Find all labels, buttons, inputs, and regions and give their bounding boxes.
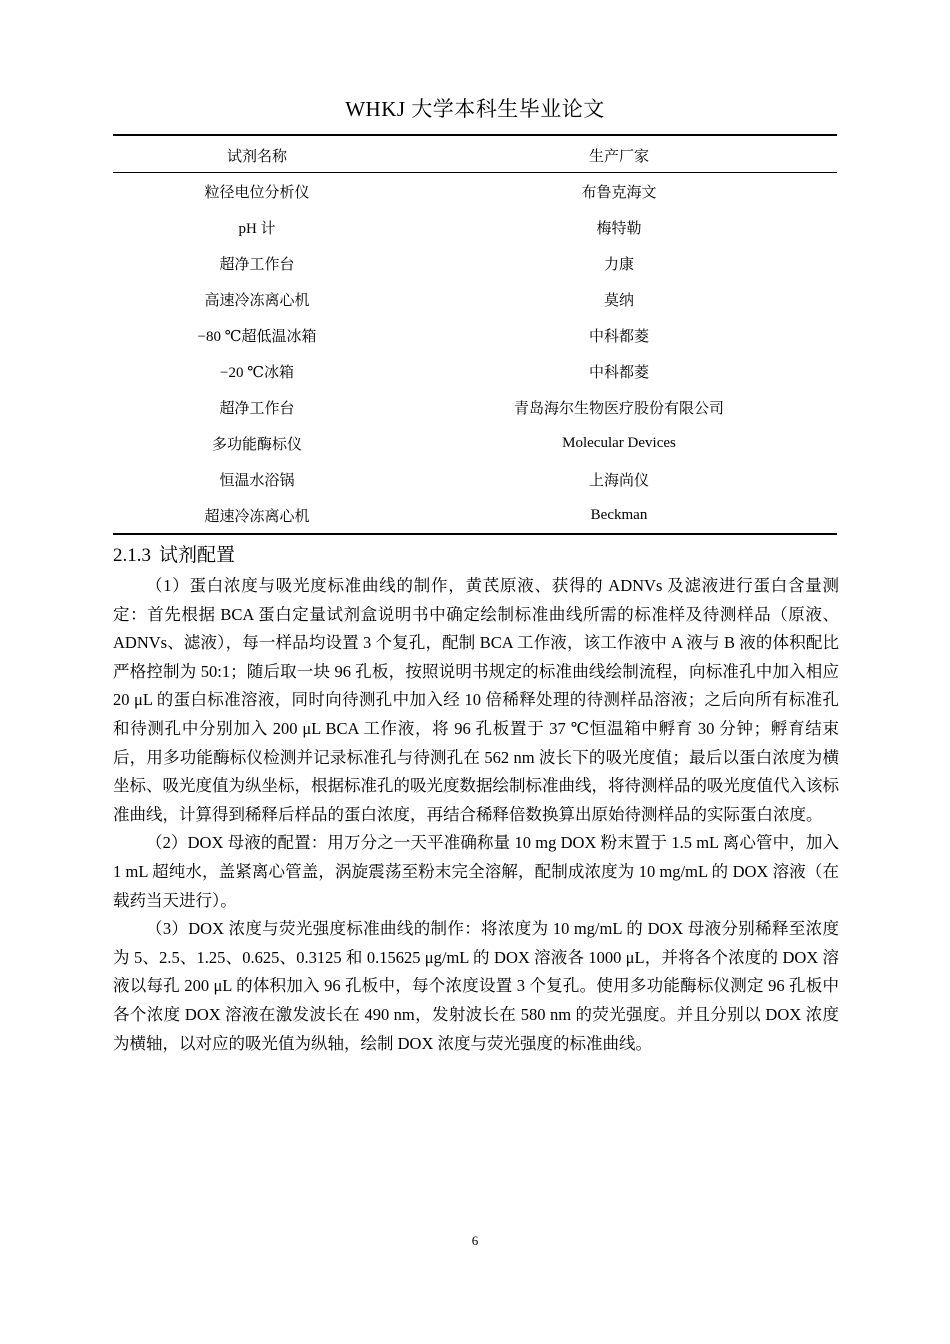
cell-reagent-name: 粒径电位分析仪 xyxy=(204,184,310,201)
page-number: 6 xyxy=(471,1233,479,1248)
table-row xyxy=(113,389,837,425)
cell-reagent-name: 超净工作台 xyxy=(219,400,295,417)
section-heading xyxy=(113,541,235,570)
table-row xyxy=(113,281,837,317)
cell-manufacturer: 中科都菱 xyxy=(588,328,649,345)
header-rule xyxy=(113,134,837,136)
cell-manufacturer: 力康 xyxy=(603,256,634,273)
cell-manufacturer: Beckman xyxy=(401,497,837,534)
cell-manufacturer: Molecular Devices xyxy=(562,434,676,451)
table-row xyxy=(113,461,837,497)
column-header-reagent-name: 试剂名称 xyxy=(113,138,401,173)
section-number: 2.1.3 xyxy=(113,545,151,566)
cell-reagent-name: −20 ℃冰箱 xyxy=(220,364,294,381)
table-header-row xyxy=(113,138,837,173)
section-title: 试剂配置 xyxy=(159,544,236,566)
cell-reagent-name: pH 计 xyxy=(238,220,276,237)
paragraph-dox-stock-solution: （2）DOX 母液的配置：用万分之一天平准确称量 10 mg DOX 粉末置于 1.5 mL 离心管中，加入 1 mL 超纯水，盖紧离心管盖，涡旋震荡至粉末完全溶解，配制成浓度为 10 mg/mL 的 DOX 溶液（在载药当天进行）。 xyxy=(113,833,839,910)
cell-reagent-name: 多功能酶标仪 xyxy=(211,436,302,453)
body-text xyxy=(113,572,839,1058)
cell-manufacturer: 上海尚仪 xyxy=(588,472,649,489)
table-row xyxy=(113,209,837,245)
table-row xyxy=(113,317,837,353)
cell-reagent-name: 高速冷冻离心机 xyxy=(204,292,310,309)
table-row xyxy=(113,353,837,389)
cell-reagent-name: 超速冷冻离心机 xyxy=(113,497,401,534)
paragraph-dox-fluorescence-curve: （3）DOX 浓度与荧光强度标准曲线的制作：将浓度为 10 mg/mL 的 DOX 母液分别稀释至浓度为 5、2.5、1.25、0.625、0.3125 和 0.15625 μg/mL 的 DOX 溶液各 1000 μL，并将各个浓度的 DOX 溶液以每孔 200 μL 的体积加入 96 孔板中，每个浓度设置 3 个复孔。使用多功能酶标仪测定 96 孔板中各个浓度 DOX 溶液在激发波长在 490 nm，发射波长在 580 nm 的荧光强度。并且分别以 DOX 浓度为横轴，以对应的吸光值为纵轴，绘制 DOX 浓度与荧光强度的标准曲线。 xyxy=(113,919,839,1053)
cell-manufacturer: 梅特勒 xyxy=(596,220,642,237)
table-row xyxy=(113,173,837,210)
cell-manufacturer: 莫纳 xyxy=(603,292,634,309)
cell-reagent-name: 超净工作台 xyxy=(219,256,295,273)
cell-manufacturer: 青岛海尔生物医疗股份有限公司 xyxy=(513,400,724,417)
equipment-table xyxy=(113,138,837,535)
cell-reagent-name: 恒温水浴锅 xyxy=(219,472,295,489)
paragraph-protein-standard-curve: （1）蛋白浓度与吸光度标准曲线的制作，黄芪原液、获得的 ADNVs 及滤液进行蛋白含量测定：首先根据 BCA 蛋白定量试剂盒说明书中确定绘制标准曲线所需的标准样及待测样品（原液、ADNVs、滤液），每一样品均设置 3 个复孔，配制 BCA 工作液，该工作液中 A 液与 B 液的体积配比严格控制为 50:1；随后取一块 96 孔板，按照说明书规定的标准曲线绘制流程，向标准孔中加入相应 20 μL 的蛋白标准溶液，同时向待测孔中加入经 10 倍稀释处理的待测样品溶液；之后向所有标准孔和待测孔中分别加入 200 μL BCA 工作液，将 96 孔板置于 37 ℃恒温箱中孵育 30 分钟；孵育结束后，用多功能酶标仪检测并记录标准孔与待测孔在 562 nm 波长下的吸光度值；最后以蛋白浓度为横坐标、吸光度值为纵坐标，根据标准孔的吸光度数据绘制标准曲线，将待测样品的吸光度值代入该标准曲线，计算得到稀释后样品的蛋白浓度，再结合稀释倍数换算出原始待测样品的实际蛋白浓度。 xyxy=(113,576,839,824)
table-row xyxy=(113,245,837,281)
column-header-manufacturer: 生产厂家 xyxy=(401,138,837,173)
cell-manufacturer: 布鲁克海文 xyxy=(581,184,657,201)
cell-manufacturer: 中科都菱 xyxy=(588,364,649,381)
table-row xyxy=(113,425,837,461)
page-header: WHKJ 大学本科生毕业论文 xyxy=(345,97,605,121)
table-row xyxy=(113,497,837,534)
cell-reagent-name: −80 ℃超低温冰箱 xyxy=(197,328,317,345)
